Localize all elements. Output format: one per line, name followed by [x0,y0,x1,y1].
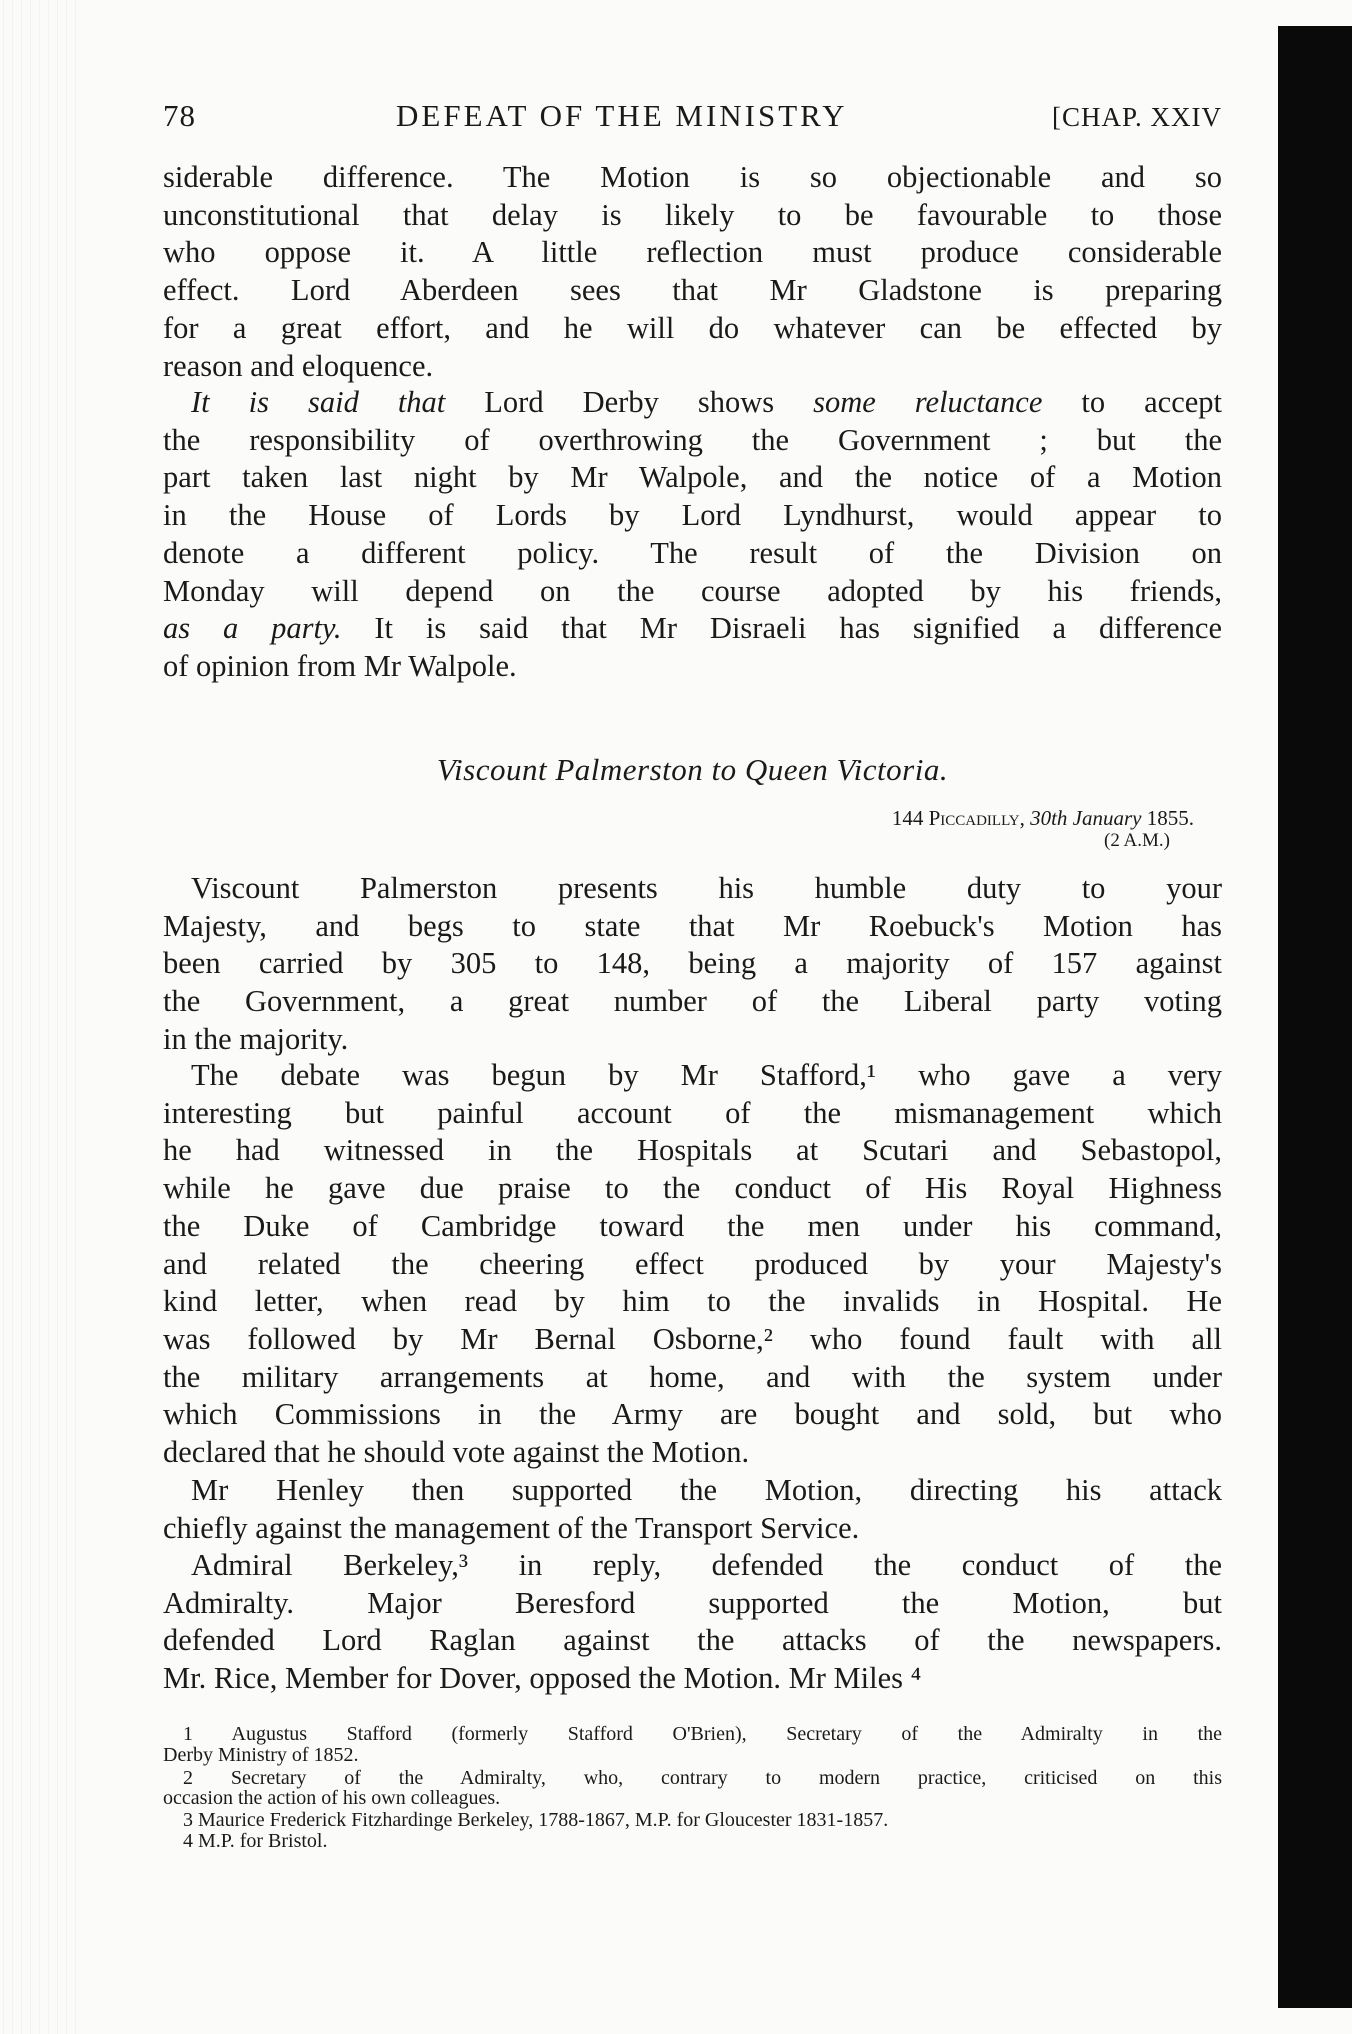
address-place: 144 Piccadilly, [891,806,1025,830]
text-line: while he gave due praise to the conduct of His Royal Highness [163,1171,1222,1206]
text-line: the Government, a great number of the Liberal party voting [163,984,1222,1019]
text-line: Viscount Palmerston presents his humble duty to your [191,871,1222,905]
text-line: Majesty, and begs to state that Mr Roebuck's Motion has [163,908,1222,943]
running-title: DEFEAT OF THE MINISTRY [396,98,848,133]
text-line [191,383,1222,421]
text-line: in the House of Lords by Lord Lyndhurst, would appear to [163,498,1222,533]
text-line: defended Lord Raglan against the attacks of the newspapers. [163,1623,1222,1658]
text-line: the responsibility of overthrowing the Government ; but the [163,422,1222,457]
chapter-label: [CHAP. XXIV [1051,102,1222,132]
italic-text: as a party. [163,611,342,646]
text-line: in the majority. [163,1021,349,1056]
letter-title: Viscount Palmerston to Queen Victoria. [436,752,949,787]
text-line: Monday will depend on the course adopted by his friends, [163,573,1222,608]
text-line [163,609,1222,647]
text-line: denote a different policy. The result of the Division on [163,535,1222,570]
text-span: It is said that Mr Disraeli has signified a difference [341,611,1222,646]
text-line: declared that he should vote against the Motion. [163,1435,750,1469]
text-line: been carried by 305 to 148, being a majority of 157 against [163,946,1222,981]
text-span: to accept [1042,385,1223,419]
footnote-line: 1 Augustus Stafford (formerly Stafford O'Brien), Secretary of the Admiralty in the [183,1723,1222,1745]
page-edge-scan-noise [0,0,80,2034]
text-line: the Duke of Cambridge toward the men under his command, [163,1208,1222,1243]
text-line: was followed by Mr Bernal Osborne,² who found fault with all [163,1321,1222,1356]
text-line: reason and eloquence. [163,348,434,383]
text-line: for a great effort, and he will do whatever can be effected by [163,310,1222,345]
text-line: part taken last night by Mr Walpole, and the notice of a Motion [163,460,1222,495]
letter-time: (2 A.M.) [1104,830,1170,851]
text-line: The debate was begun by Mr Stafford,¹ who gave a very [191,1058,1222,1092]
text-line: unconstitutional that delay is likely to be favourable to those [163,197,1222,232]
text-line: interesting but painful account of the mismanagement which [163,1095,1222,1130]
letter-address [892,806,1194,831]
italic-text: some reluctance [813,385,1043,419]
address-date: 30th January [1030,806,1142,830]
footnote-line: Derby Ministry of 1852. [163,1744,359,1766]
text-line: Admiral Berkeley,³ in reply, defended the conduct of the [191,1548,1222,1582]
text-line: Mr Henley then supported the Motion, directing his attack [191,1473,1222,1507]
footnote-line: 4 M.P. for Bristol. [183,1830,328,1852]
text-line: siderable difference. The Motion is so objectionable and so [163,160,1222,194]
text-line: chiefly against the management of the Transport Service. [163,1510,860,1545]
text-line: the military arrangements at home, and with the system under [163,1359,1222,1394]
text-line: Admiralty. Major Beresford supported the Motion, but [163,1585,1222,1620]
text-line: effect. Lord Aberdeen sees that Mr Gladstone is preparing [163,273,1222,308]
text-line: of opinion from Mr Walpole. [163,648,517,683]
footnote-line: occasion the action of his own colleagues. [163,1787,501,1809]
text-line: he had witnessed in the Hospitals at Scutari and Sebastopol, [163,1133,1222,1168]
page-number: 78 [163,98,196,133]
text-span: Lord Derby shows [445,385,814,419]
italic-text: It is said that [191,385,446,419]
text-line: who oppose it. A little reflection must produce considerable [163,235,1222,270]
address-year: 1855. [1146,806,1194,830]
text-line: and related the cheering effect produced by your Majesty's [163,1246,1222,1281]
text-line: which Commissions in the Army are bought and sold, but who [163,1397,1222,1432]
text-line: kind letter, when read by him to the invalids in Hospital. He [163,1284,1222,1319]
footnote-line: 2 Secretary of the Admiralty, who, contrary to modern practice, criticised on this [183,1767,1222,1789]
scan-border-bar [1278,26,1352,2008]
footnote-line: 3 Maurice Frederick Fitzhardinge Berkeley, 1788-1867, M.P. for Gloucester 1831-1857. [183,1809,889,1831]
text-line: Mr. Rice, Member for Dover, opposed the Motion. Mr Miles ⁴ [163,1661,922,1696]
